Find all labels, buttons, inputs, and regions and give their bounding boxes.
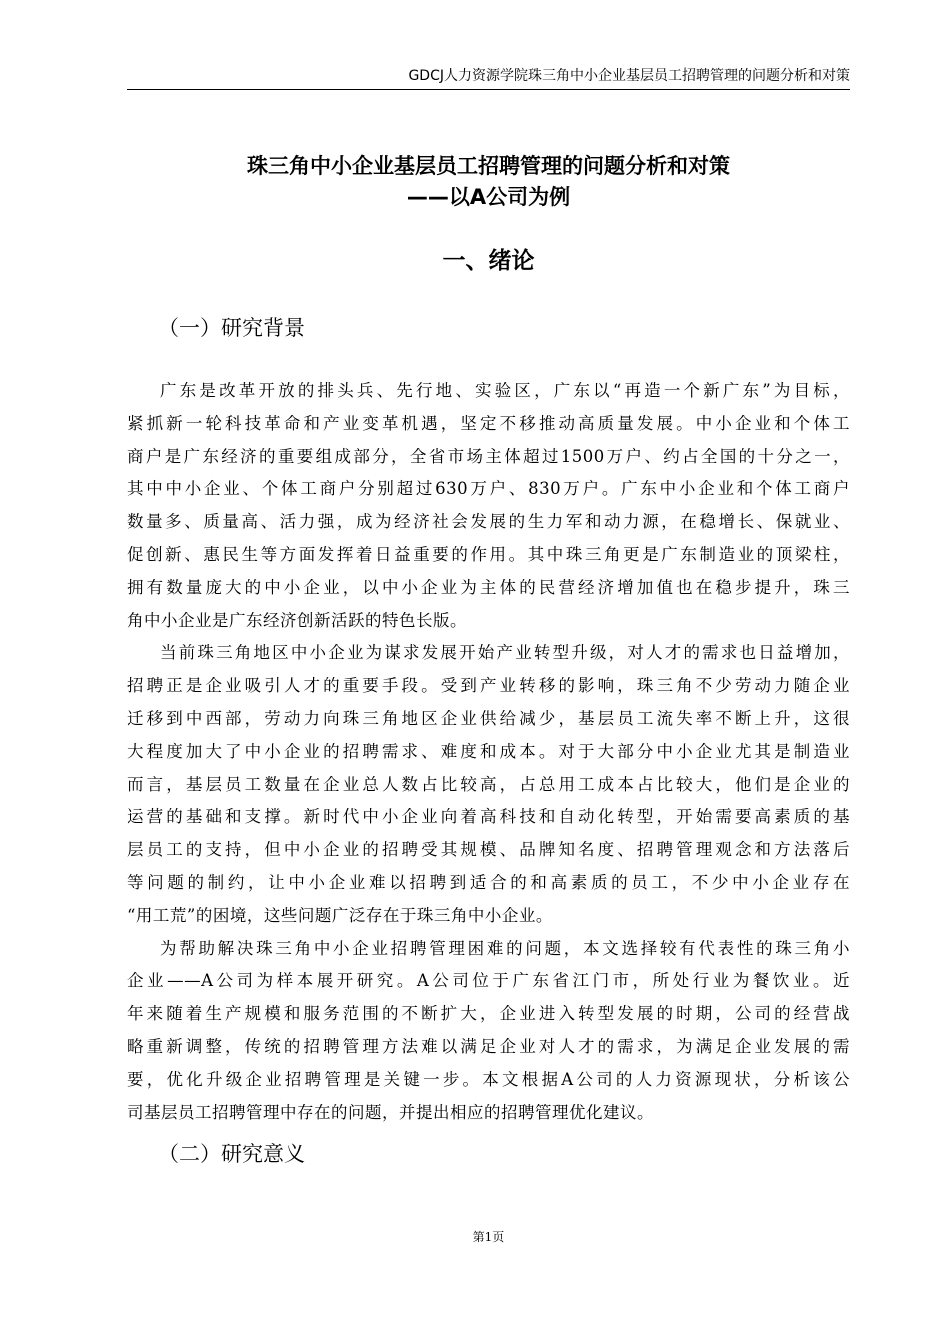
document-subtitle: ——以A公司为例: [406, 185, 571, 209]
paragraph-line: 广东是改革开放的排头兵、先行地、实验区，广东以“再造一个新广东”为目标，: [160, 381, 850, 400]
paragraph-line: 层员工的支持，但中小企业的招聘受其规模、品牌知名度、招聘管理观念和方法落后: [127, 840, 850, 860]
paragraph-line: 数量多、质量高、活力强，成为经济社会发展的生力军和动力源，在稳增长、保就业、: [127, 512, 850, 532]
subsection-heading-research-significance: （二）研究意义: [158, 1142, 305, 1166]
paragraph-line: 要，优化升级企业招聘管理是关键一步。本文根据A公司的人力资源现状，分析该公: [127, 1069, 850, 1089]
body-text: [127, 375, 850, 1129]
paragraph-line: 大程度加大了中小企业的招聘需求、难度和成本。对于大部分中小企业尤其是制造业: [127, 741, 850, 761]
paragraph-line: 年来随着生产规模和服务范围的不断扩大，企业进入转型发展的时期，公司的经营战: [127, 1004, 850, 1024]
paragraph: [127, 933, 850, 1130]
paragraph-line: 为帮助解决珠三角中小企业招聘管理困难的问题，本文选择较有代表性的珠三角小: [160, 938, 850, 958]
paragraph-line: 其中中小企业、个体工商户分别超过630万户、830万户。广东中小企业和个体工商户: [127, 479, 850, 499]
paragraph-line: 拥有数量庞大的中小企业，以中小企业为主体的民营经济增加值也在稳步提升，珠三: [127, 577, 850, 597]
paragraph-line: 略重新调整，传统的招聘管理方法难以满足企业对人才的需求，为满足企业发展的需: [127, 1036, 850, 1056]
running-header: GDCJ人力资源学院珠三角中小企业基层员工招聘管理的问题分析和对策: [408, 68, 850, 84]
paragraph-line: 招聘正是企业吸引人才的重要手段。受到产业转移的影响，珠三角不少劳动力随企业: [127, 676, 850, 696]
subsection-heading-research-background: （一）研究背景: [158, 316, 305, 340]
paragraph-line: “用工荒”的困境，这些问题广泛存在于珠三角中小企业。: [127, 905, 553, 925]
paragraph-line: 紧抓新一轮科技革命和产业变革机遇，坚定不移推动高质量发展。中小企业和个体工: [127, 413, 850, 433]
paragraph-line: 迁移到中西部，劳动力向珠三角地区企业供给减少，基层员工流失率不断上升，这很: [127, 708, 850, 728]
paragraph-line: 等问题的制约，让中小企业难以招聘到适合的和高素质的员工，不少中小企业存在: [127, 872, 850, 892]
section-heading-introduction: 一、绪论: [442, 248, 535, 274]
document-title: 珠三角中小企业基层员工招聘管理的问题分析和对策: [247, 154, 730, 178]
paragraph-line: 而言，基层员工数量在企业总人数占比较高，占总用工成本占比较大，他们是企业的: [127, 774, 850, 794]
paragraph: [127, 375, 850, 637]
header-rule: [127, 89, 850, 90]
page-number: 第1页: [472, 1230, 505, 1244]
paragraph-line: 当前珠三角地区中小企业为谋求发展开始产业转型升级，对人才的需求也日益增加，: [160, 643, 850, 663]
paragraph-line: 司基层员工招聘管理中存在的问题，并提出相应的招聘管理优化建议。: [127, 1102, 654, 1122]
paragraph-line: 运营的基础和支撑。新时代中小企业向着高科技和自动化转型，开始需要高素质的基: [127, 807, 850, 827]
paragraph-line: 促创新、惠民生等方面发挥着日益重要的作用。其中珠三角更是广东制造业的顶梁柱，: [127, 544, 850, 564]
paragraph-line: 角中小企业是广东经济创新活跃的特色长版。: [127, 610, 467, 630]
paragraph-line: 商户是广东经济的重要组成部分，全省市场主体超过1500万户、约占全国的十分之一，: [127, 446, 850, 466]
paragraph-line: 企业——A公司为样本展开研究。A公司位于广东省江门市，所处行业为餐饮业。近: [127, 971, 850, 991]
paragraph: [127, 637, 850, 932]
